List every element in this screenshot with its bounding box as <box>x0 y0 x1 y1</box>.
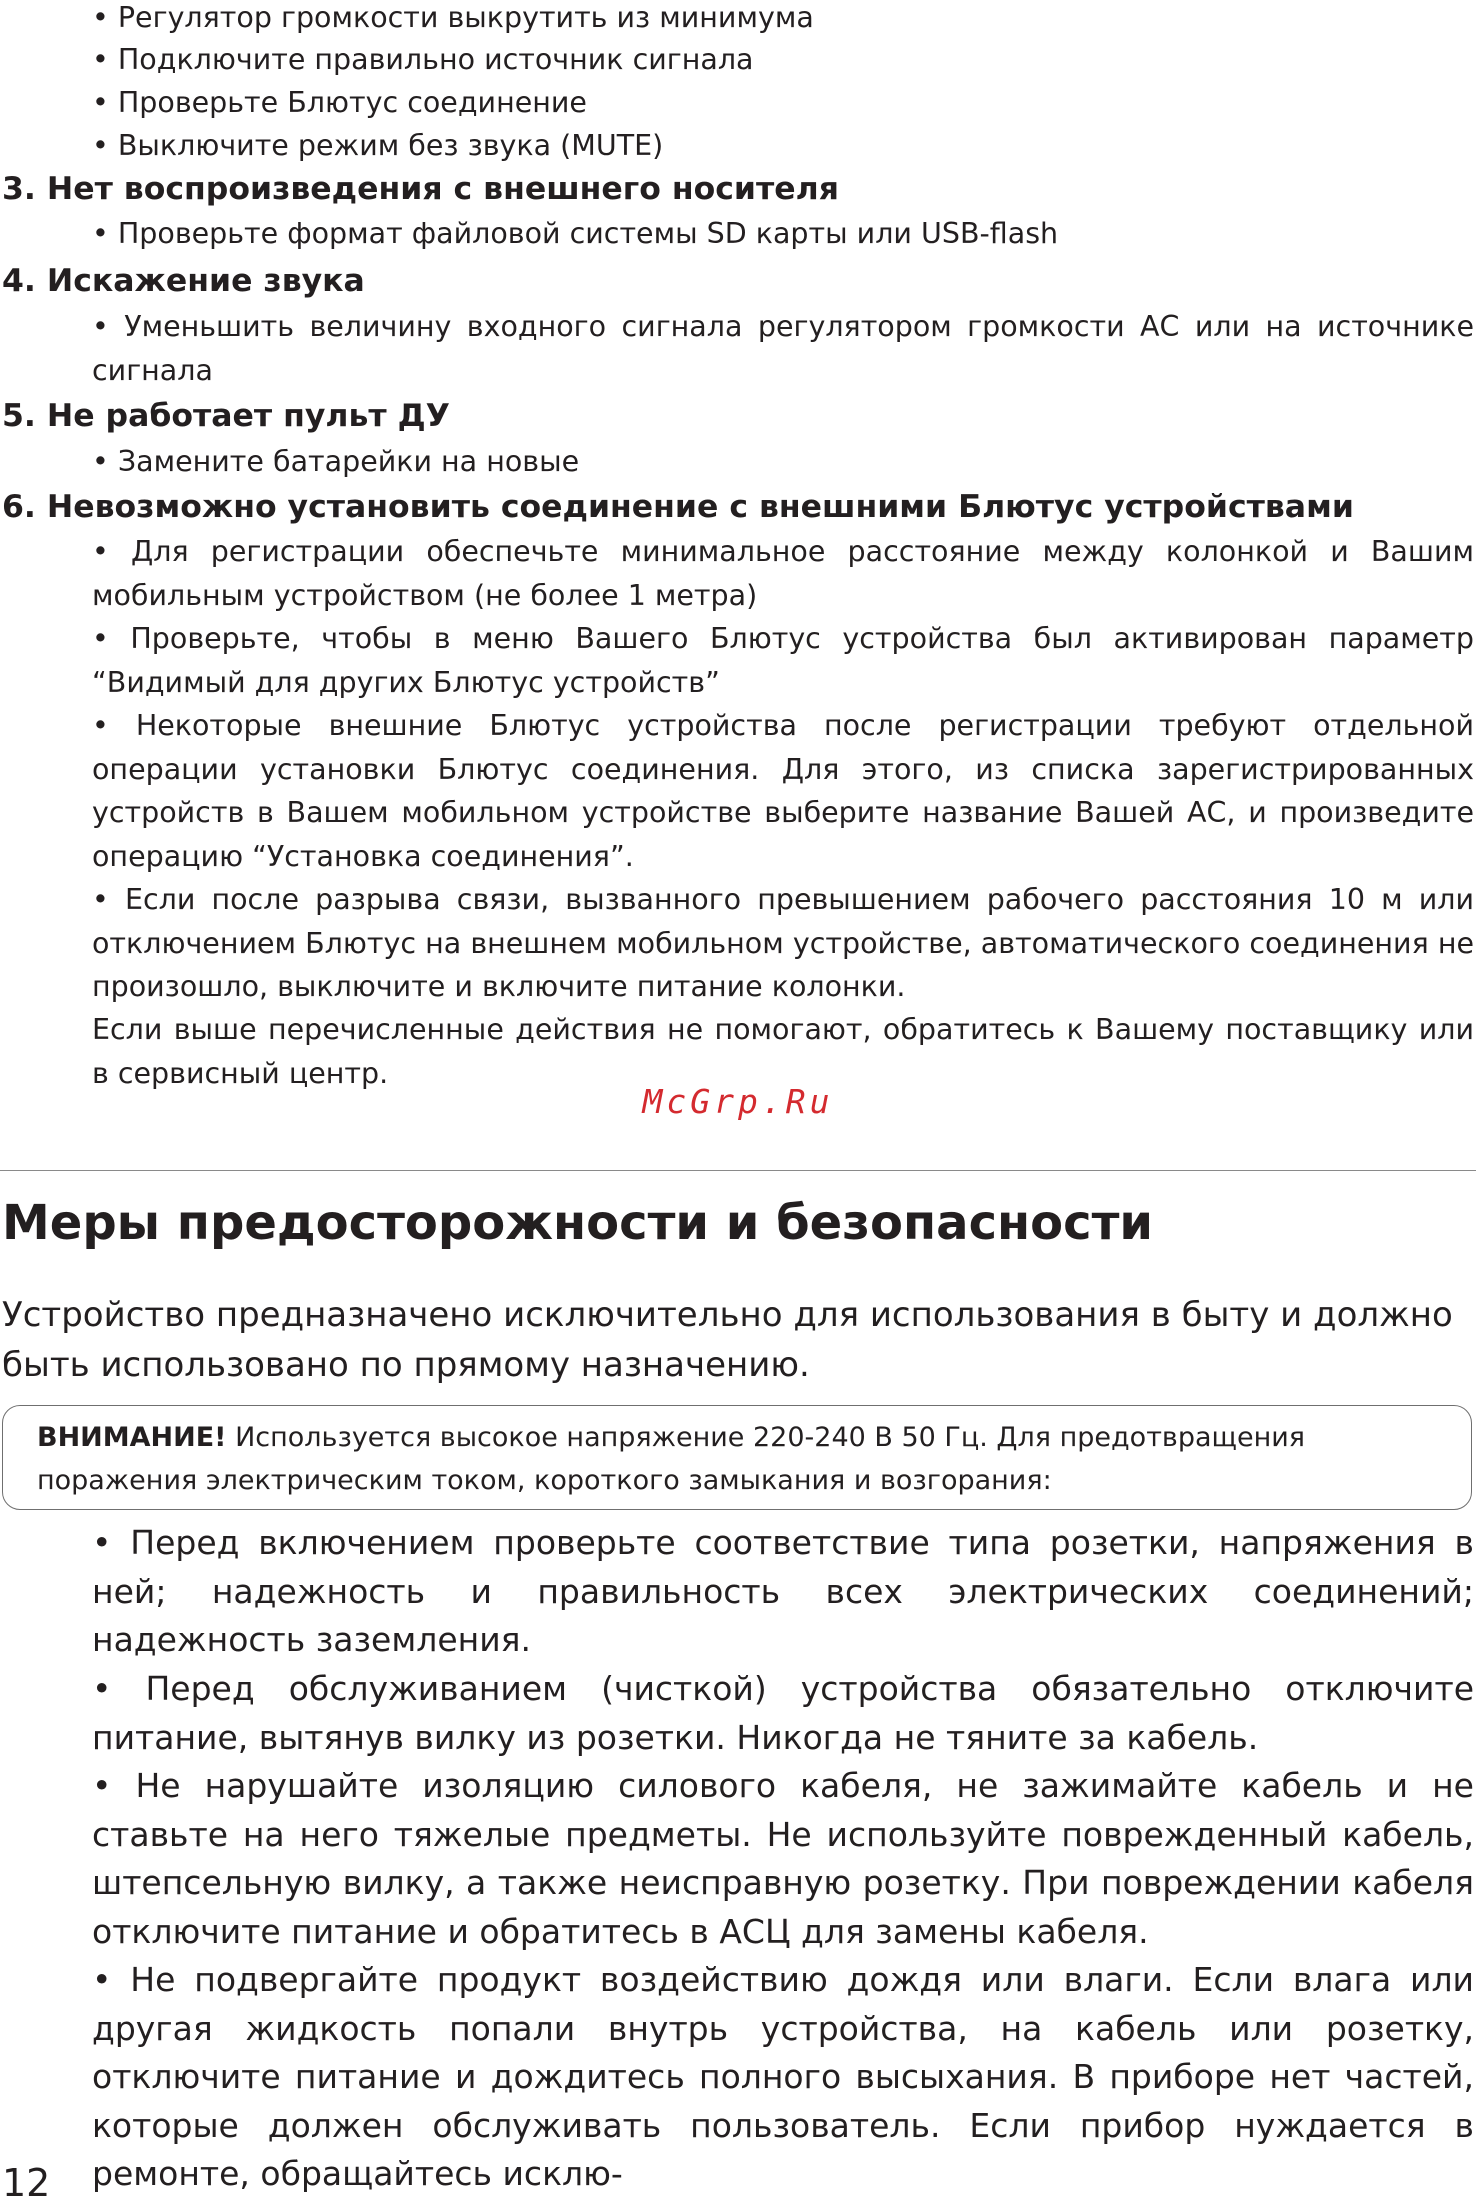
intro-paragraph: Устройство предназначено исключительно для использования в быту и должно быть использовано по прямому назначению. <box>2 1295 1453 1385</box>
heading-problem-6: 6. Невозможно установить соединение с внешними Блютус устройствами <box>2 489 1354 525</box>
watermark: McGrp.Ru <box>642 1082 834 1121</box>
safety-item: • Перед обслуживанием (чисткой) устройства обязательно отключите питание, вытянув вилку из розетки. Никогда не тяните за кабель. <box>92 1669 1474 1757</box>
list-item: • Некоторые внешние Блютус устройства после регистрации требуют отдельной операции установки Блютус соединения. Для этого, из списка зарегистрированных устройств в Вашем мобильном устройстве выберите название Вашей АС, и произведите операцию “Установка соединения”. <box>92 709 1474 873</box>
safety-item: • Не нарушайте изоляцию силового кабеля, не зажимайте кабель и не ставьте на него тяжелые предметы. Не используйте поврежденный кабель, штепсельную вилку, а также неисправную розетку. При повреждении кабеля отключите питание и обратитесь в АСЦ для замены кабеля. <box>92 1766 1474 1951</box>
heading-problem-5: 5. Не работает пульт ДУ <box>2 398 450 434</box>
closing-note: Если выше перечисленные действия не помогают, обратитесь к Вашему поставщику или в сервисный центр. <box>92 1013 1474 1090</box>
page-number: 12 <box>2 2161 51 2205</box>
list-item: • Для регистрации обеспечьте минимальное расстояние между колонкой и Вашим мобильным устройством (не более 1 метра) <box>92 535 1474 612</box>
section-divider <box>0 1170 1476 1171</box>
manual-page: • Регулятор громкости выкрутить из минимума • Подключите правильно источник сигнала • Проверьте Блютус соединение • Выключите режим без звука (MUTE) 3. Нет воспроизведения с внешнего носителя • Проверьте формат файловой системы SD карты или USB-flash 4. Искажение звука • Уменьшить величину входного сигнала регулятором громкости АС или на источнике сигнала 5. Не работает пульт ДУ • Замените батарейки на новые 6. Невозможно установить соединение с внешними Блютус устройствами • Для регистрации обеспечьте минимальное расстояние между колонкой и Вашим мобильным устройством (не более 1 метра) • Проверьте, чтобы в меню Вашего Блютус устройства был активирован параметр “Видимый для других Блютус устройств” • Некоторые внешние Блютус устройства после регистрации требуют отдельной операции установки Блютус соединения. Для этого, из списка зарегистрированных устройств в Вашем мобильном устройстве выберите название Вашей АС, и произведите операцию “Установка соединения”. • Если после разрыва связи, вызванного превышением рабочего расстояния 10 м или отключением Блютус на внешнем мобильном устройстве, автоматического соединения не произошло, выключите и включите питание колонки. Если выше перечисленные действия не помогают, обратитесь к Вашему поставщику или в сервисный центр. McGrp.Ru Меры предосторожности и безопасности Устройство предназначено исключительно для использования в быту и должно быть использовано по прямому назначению. ВНИМАНИЕ! Используется высокое напряжение 220-240 В 50 Гц. Для предотвращения поражения электрическим током, короткого замыкания и возгорания: • Перед включением проверьте соответствие типа розетки, напряжения в ней; надежность и правильность всех электрических соединений; надежность заземления. • Перед обслуживанием (чисткой) устройства обязательно отключите питание, вытянув вилку из розетки. Никогда не тяните за кабель. • Не нарушайте изоляцию силового кабеля, не зажимайте кабель и не ставьте на него тяжелые предметы. Не используйте поврежденный кабель, штепсельную вилку, а также неисправную розетку. При повреждении кабеля отключите питание и обратитесь в АСЦ для замены кабеля. • Не подвергайте продукт воздействию дождя или влаги. Если влага или другая жидкость попали внутрь устройства, на кабель или розетку, отключите питание и дождитесь полного высыхания. В приборе нет частей, которые должен обслуживать пользователь. Если прибор нуждается в ремонте, обращайтесь исклю- 12 <box>0 0 1476 2209</box>
warning-text: Используется высокое напряжение 220-240 В 50 Гц. Для предотвращения поражения электрическим током, короткого замыкания и возгорания: <box>37 1422 1306 1496</box>
list-item: • Если после разрыва связи, вызванного превышением рабочего расстояния 10 м или отключением Блютус на внешнем мобильном устройстве, автоматического соединения не произошло, выключите и включите питание колонки. <box>92 883 1474 1003</box>
warning-label: ВНИМАНИЕ! <box>37 1422 227 1453</box>
list-item: • Уменьшить величину входного сигнала регулятором громкости АС или на источнике сигнала <box>92 310 1474 387</box>
list-item: • Проверьте, чтобы в меню Вашего Блютус устройства был активирован параметр “Видимый для других Блютус устройств” <box>92 622 1474 699</box>
warning-box <box>2 1405 1472 1510</box>
heading-problem-4: 4. Искажение звука <box>2 263 365 299</box>
safety-item: • Перед включением проверьте соответствие типа розетки, напряжения в ней; надежность и правильность всех электрических соединений; надежность заземления. <box>92 1523 1474 1659</box>
safety-item: • Не подвергайте продукт воздействию дождя или влаги. Если влага или другая жидкость попали внутрь устройства, на кабель или розетку, отключите питание и дождитесь полного высыхания. В приборе нет частей, которые должен обслуживать пользователь. Если прибор нуждается в ремонте, обращайтесь исклю- <box>92 1960 1474 2193</box>
heading-problem-3: 3. Нет воспроизведения с внешнего носителя <box>2 171 839 207</box>
section-title: Меры предосторожности и безопасности <box>2 1195 1154 1251</box>
